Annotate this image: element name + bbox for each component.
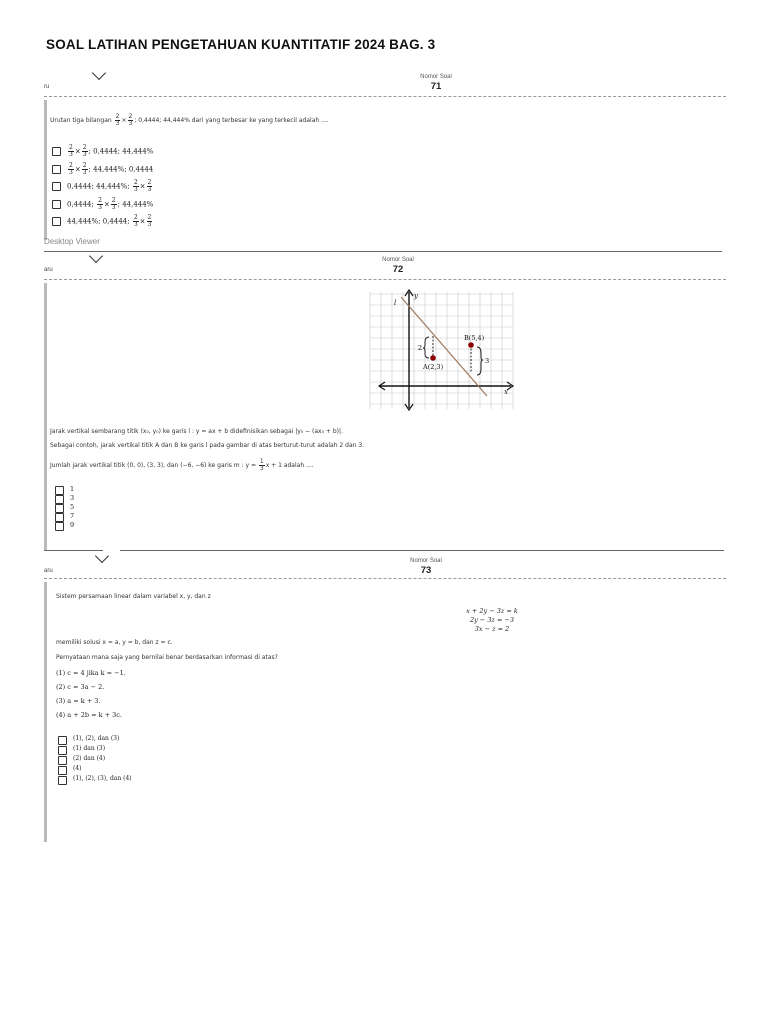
option-label: 5: [70, 503, 75, 511]
equation: x + 2y − 3z = k: [466, 607, 518, 615]
option-checkbox[interactable]: [55, 486, 64, 495]
chevron-down-icon[interactable]: [92, 66, 106, 80]
question-line: Sebagai contoh, jarak vertikal titik A dan B ke garis l pada gambar di atas berturut-turut adalah 2 dan 3.: [50, 442, 365, 449]
question-number: 71: [430, 81, 442, 92]
option-checkbox[interactable]: [55, 504, 64, 513]
question-number-label: Nomor Soal: [410, 558, 442, 564]
divider: [44, 279, 726, 280]
option-label: (1) dan (3): [73, 745, 106, 752]
option-checkbox[interactable]: [52, 147, 61, 156]
y-label: y: [414, 292, 418, 300]
distance-b-label: 3: [485, 357, 490, 365]
option-label: 44,444%; 0,4444; $\frac{2}{3}$ × $\frac{2}{3}$: [67, 214, 152, 228]
option-label: $\frac{2}{3}$ × $\frac{2}{3}$ ; 0,4444; 44,444%: [69, 144, 154, 158]
option-label: 0,4444; $\frac{2}{3}$ × $\frac{2}{3}$ ; 44,444%: [67, 197, 154, 211]
option-label: 9: [70, 521, 75, 529]
statement: (4) a + 2b = k + 3c.: [56, 711, 122, 719]
option-label: (1), (2), (3), dan (4): [73, 775, 132, 782]
option-label: 3: [70, 494, 75, 502]
point-b: [468, 342, 474, 348]
truncated-text: aru: [44, 267, 53, 273]
option-checkbox[interactable]: [52, 165, 61, 174]
grid-lines: [370, 292, 513, 409]
question-line: Jarak vertikal sembarang titik (x₀, y₀) ke garis l : y = ax + b didefinisikan sebagai |y₀ − (ax₀ + b)|.: [50, 428, 343, 435]
option-label: $\frac{2}{3}$ × $\frac{2}{3}$ ; 44,444%; 0,4444: [69, 162, 154, 176]
distance-a-label: 2: [418, 344, 423, 352]
question-prompt: Pernyataan mana saja yang bernilai benar berdasarkan informasi di atas?: [56, 654, 278, 661]
option-checkbox[interactable]: [52, 182, 61, 191]
option-checkbox[interactable]: [58, 766, 67, 775]
question-line: Jumlah jarak vertikal titik (0, 0), (3, 3), dan (−6, −6) ke garis m : y = $\frac{1}{3}$ x + 1 adalah ....: [50, 458, 314, 472]
option-label: 0,4444; 44,444%; $\frac{2}{3}$ × $\frac{2}{3}$: [67, 179, 152, 193]
divider: [120, 550, 724, 551]
option-label: (4): [73, 765, 82, 772]
point-a-label: A(2,3): [423, 363, 444, 371]
statement: (1) c = 4 jika k = −1.: [56, 669, 126, 677]
equation: 2y − 3z = −3: [469, 616, 515, 624]
truncated-text: ru: [44, 84, 50, 90]
equation: 3x − z = 2: [474, 625, 510, 633]
question-number: 72: [392, 264, 404, 275]
divider: [44, 251, 722, 252]
x-label: x: [504, 388, 508, 396]
desktop-viewer-label: Desktop Viewer: [44, 237, 100, 246]
line-label: l: [394, 299, 397, 307]
scroll-bar[interactable]: [44, 100, 47, 240]
scroll-bar[interactable]: [44, 582, 47, 842]
brace-a: [423, 337, 429, 358]
document-title: SOAL LATIHAN PENGETAHUAN KUANTITATIF 2024 BAG. 3: [46, 37, 436, 52]
question-number: 73: [420, 565, 432, 576]
question-intro: Sistem persamaan linear dalam variabel x, y, dan z: [56, 593, 211, 600]
statement: (2) c = 3a − 2.: [56, 683, 105, 691]
option-label: (1), (2), dan (3): [73, 735, 120, 742]
option-checkbox[interactable]: [58, 756, 67, 765]
option-checkbox[interactable]: [55, 522, 64, 531]
option-checkbox[interactable]: [52, 200, 61, 209]
truncated-text: aru: [44, 568, 53, 574]
point-a: [430, 355, 436, 361]
scroll-bar[interactable]: [44, 283, 47, 551]
option-checkbox[interactable]: [58, 776, 67, 785]
option-checkbox[interactable]: [55, 513, 64, 522]
option-label: 7: [70, 512, 75, 520]
question-number-label: Nomor Soal: [382, 257, 414, 263]
statement: (3) a = k + 3.: [56, 697, 101, 705]
option-checkbox[interactable]: [52, 217, 61, 226]
divider: [44, 578, 726, 579]
question-number-label: Nomor Soal: [420, 74, 452, 80]
option-label: (2) dan (4): [73, 755, 106, 762]
divider: [44, 96, 726, 97]
divider: [44, 550, 103, 551]
question-line: memiliki solusi x = a, y = b, dan z = c.: [56, 639, 173, 646]
option-checkbox[interactable]: [58, 736, 67, 745]
question-text: Urutan tiga bilangan $\frac{2}{3}$ × $\frac{2}{3}$ ; 0,4444; 44,444% dari yang terbesar ke yang terkecil adalah ....: [50, 113, 329, 127]
coordinate-graph: [368, 287, 516, 413]
point-b-label: B(5,4): [464, 334, 485, 342]
chevron-down-icon[interactable]: [95, 549, 109, 563]
option-label: 1: [70, 485, 75, 493]
option-checkbox[interactable]: [55, 495, 64, 504]
option-checkbox[interactable]: [58, 746, 67, 755]
